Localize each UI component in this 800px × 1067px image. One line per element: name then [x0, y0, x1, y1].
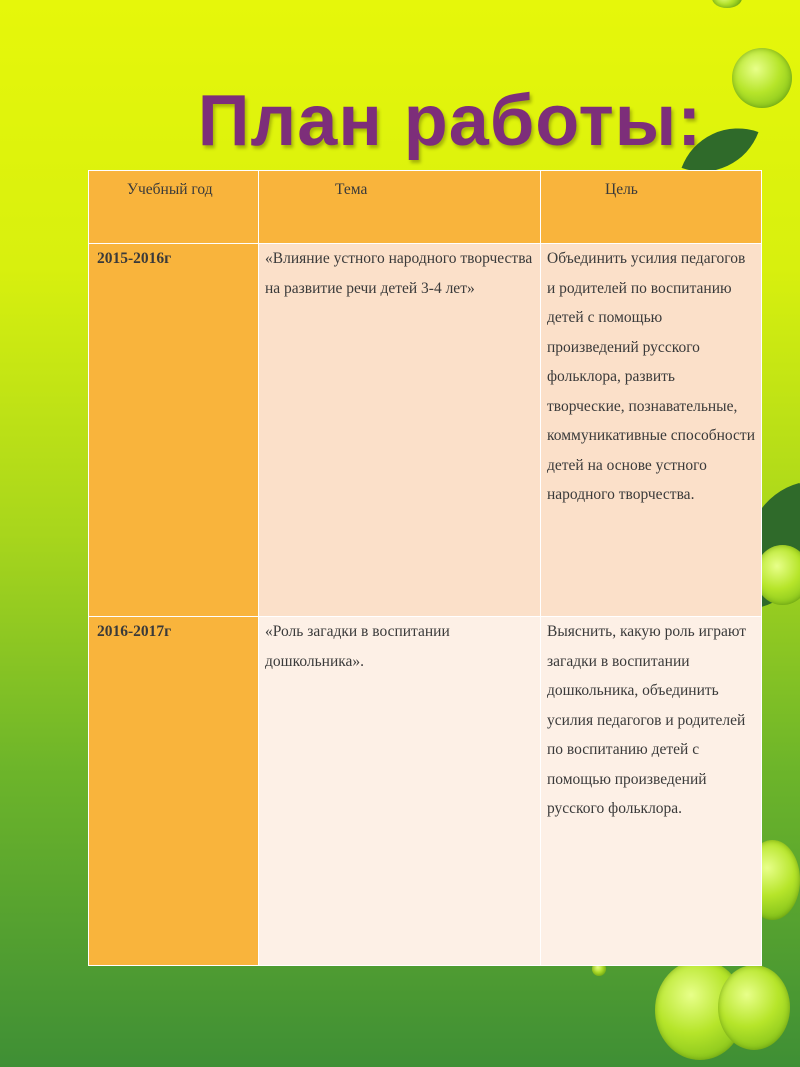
- row-goal: Объединить усилия педагогов и родителей по воспитанию детей с помощью произведений русского фольклора, развить творческие, познавательные, коммуникативные способности детей на основе устного народного творчества.: [541, 244, 762, 617]
- row-year: 2016-2017г: [89, 617, 259, 966]
- decorative-bubble: [718, 965, 790, 1050]
- row-topic: «Влияние устного народного творчества на развитие речи детей 3-4 лет»: [259, 244, 541, 617]
- header-topic: Тема: [259, 171, 541, 244]
- row-topic: «Роль загадки в воспитании дошкольника».: [259, 617, 541, 966]
- table-row: [89, 617, 762, 966]
- row-year: 2015-2016г: [89, 244, 259, 617]
- slide-title: План работы:: [197, 81, 703, 161]
- plan-table: [88, 170, 762, 966]
- header-year: Учебный год: [89, 171, 259, 244]
- header-goal: Цель: [541, 171, 762, 244]
- row-goal: Выяснить, какую роль играют загадки в воспитании дошкольника, объединить усилия педагогов и родителей по воспитанию детей с помощью произведений русского фольклора.: [541, 617, 762, 966]
- table-row: [89, 244, 762, 617]
- table-header-row: [89, 171, 762, 244]
- decorative-bubble: [712, 0, 742, 8]
